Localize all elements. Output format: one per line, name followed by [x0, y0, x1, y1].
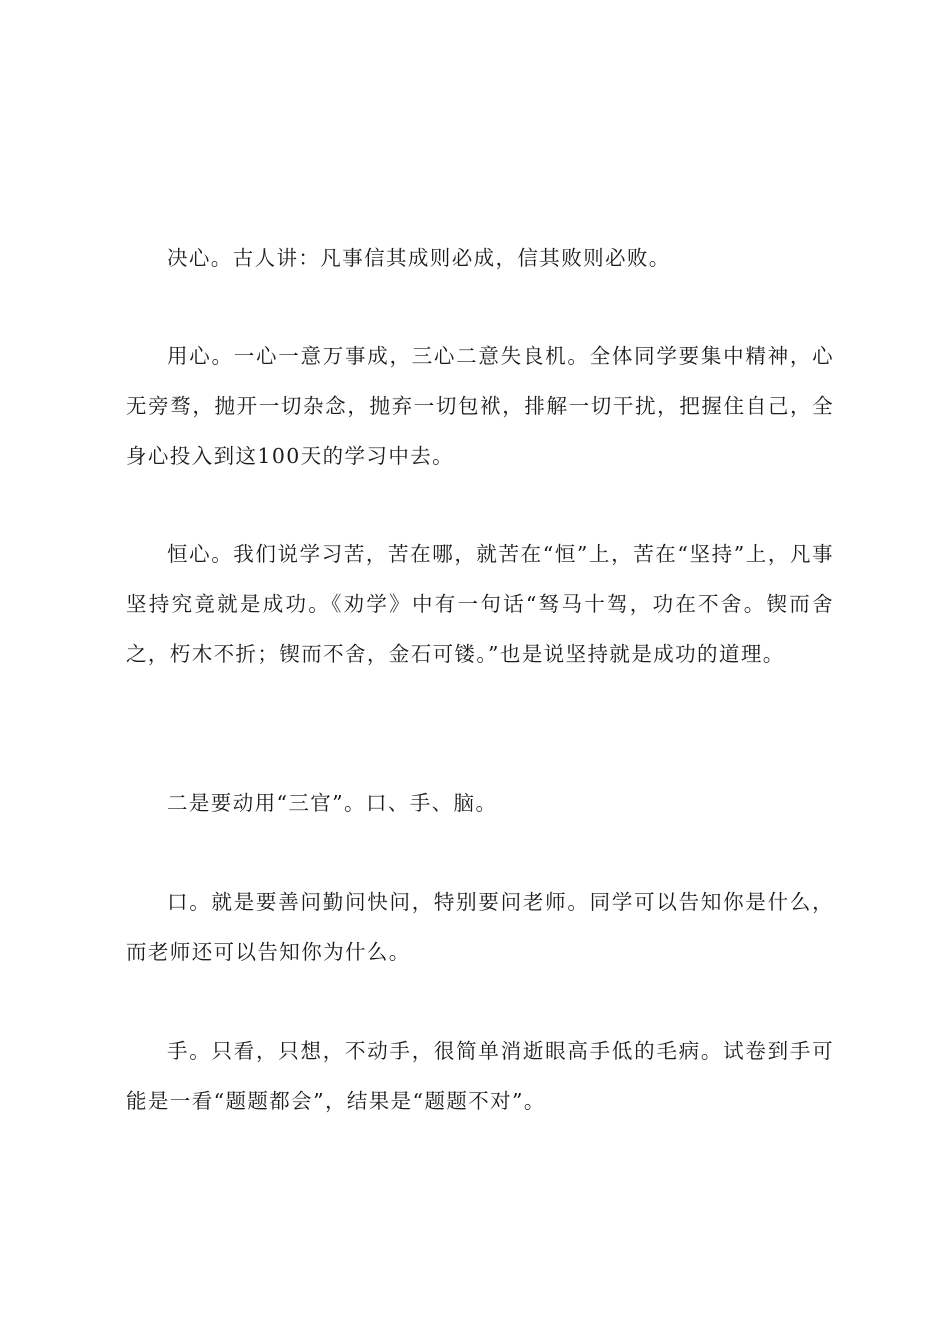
paragraph-mouth: 口。就是要善问勤问快问，特别要问老师。同学可以告知你是什么，而老师还可以告知你为什么。	[126, 890, 834, 964]
paragraph-hand: 手。只看，只想，不动手，很简单消逝眼高手低的毛病。试卷到手可能是一看“题题都会”，结果是“题题不对”。	[126, 1039, 834, 1113]
paragraph-perseverance: 恒心。我们说学习苦，苦在哪，就苦在“恒”上，苦在“坚持”上，凡事坚持究竟就是成功。《劝学》中有一句话“驽马十驾，功在不舍。锲而舍之，朽木不折；锲而不舍，金石可镂。”也是说坚持就是成功的道理。	[126, 542, 834, 666]
paragraph-determination: 决心。古人讲：凡事信其成则必成，信其败则必败。	[167, 246, 671, 270]
paragraph-three-organs: 二是要动用“三官”。口、手、脑。	[167, 791, 498, 815]
paragraph-attention: 用心。一心一意万事成，三心二意失良机。全体同学要集中精神，心无旁骛，抛开一切杂念，抛弃一切包袱，排解一切干扰，把握住自己，全身心投入到这100天的学习中去。	[126, 344, 834, 468]
